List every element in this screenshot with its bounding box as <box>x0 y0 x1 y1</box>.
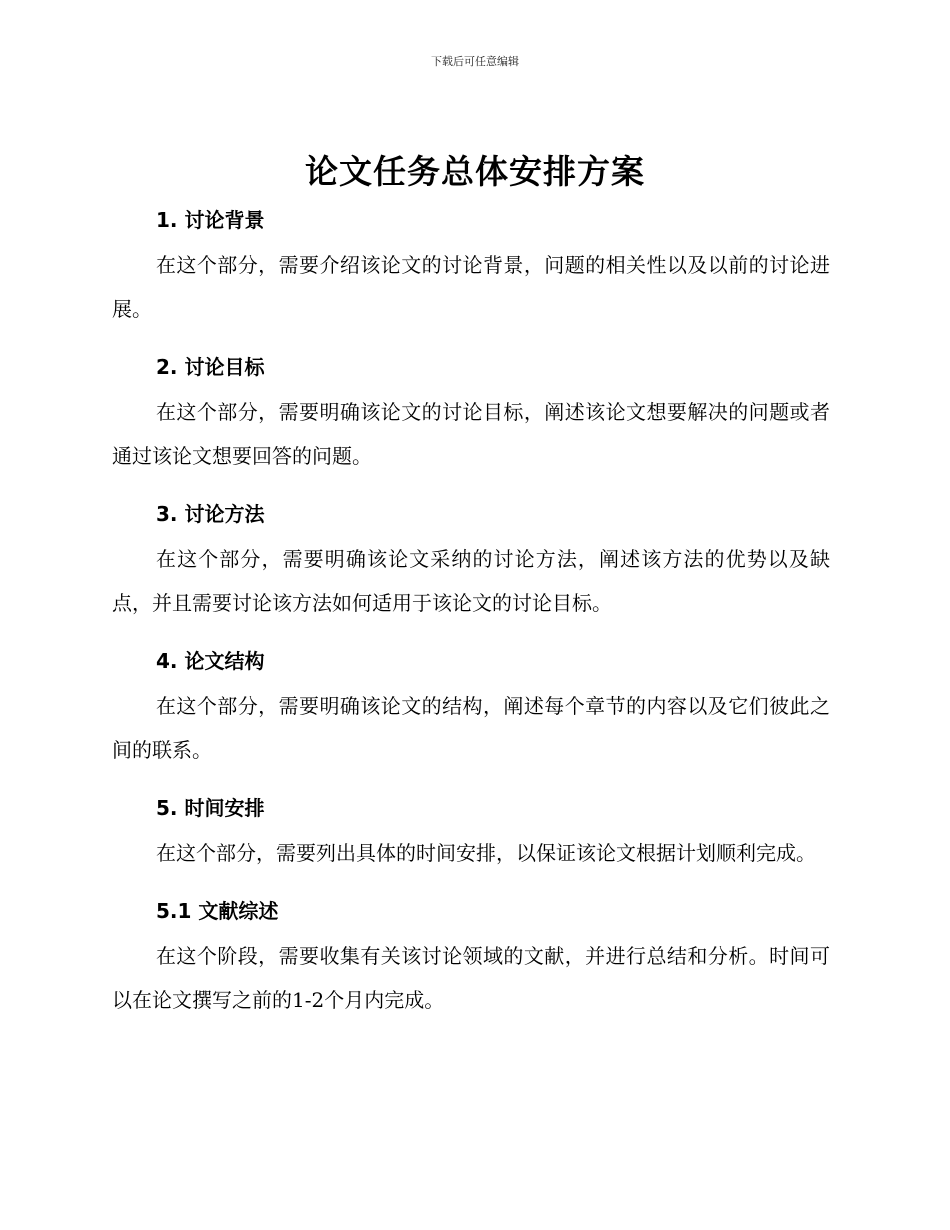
section-heading: 3. 讨论方法 <box>156 502 265 526</box>
section-heading: 2. 讨论目标 <box>156 355 265 379</box>
page-header-note: 下载后可任意编辑 <box>431 55 519 68</box>
document-body <box>112 201 830 1039</box>
section-methods <box>112 495 830 642</box>
section-paragraph: 在这个部分，需要明确该论文采纳的讨论方法，阐述该方法的优势以及缺点，并且需要讨论该方法如何适用于该论文的讨论目标。 <box>112 547 830 615</box>
section-paragraph: 在这个部分，需要列出具体的时间安排，以保证该论文根据计划顺利完成。 <box>156 841 816 865</box>
section-heading: 5.1 文献综述 <box>156 899 279 923</box>
section-paragraph: 在这个部分，需要明确该论文的结构，阐述每个章节的内容以及它们彼此之间的联系。 <box>112 694 830 762</box>
section-objectives <box>112 348 830 495</box>
section-heading: 1. 讨论背景 <box>156 208 265 232</box>
section-background <box>112 201 830 348</box>
section-heading: 4. 论文结构 <box>156 649 265 673</box>
section-literature-review <box>112 892 830 1039</box>
document-title: 论文任务总体安排方案 <box>305 152 645 191</box>
section-paragraph: 在这个部分，需要明确该论文的讨论目标，阐述该论文想要解决的问题或者通过该论文想要回答的问题。 <box>112 400 830 468</box>
section-paragraph: 在这个部分，需要介绍该论文的讨论背景，问题的相关性以及以前的讨论进展。 <box>112 253 830 321</box>
section-paragraph: 在这个阶段，需要收集有关该讨论领域的文献，并进行总结和分析。时间可以在论文撰写之前的1-2个月内完成。 <box>112 944 830 1012</box>
section-heading: 5. 时间安排 <box>156 796 265 820</box>
section-schedule <box>112 789 830 892</box>
section-structure <box>112 642 830 789</box>
